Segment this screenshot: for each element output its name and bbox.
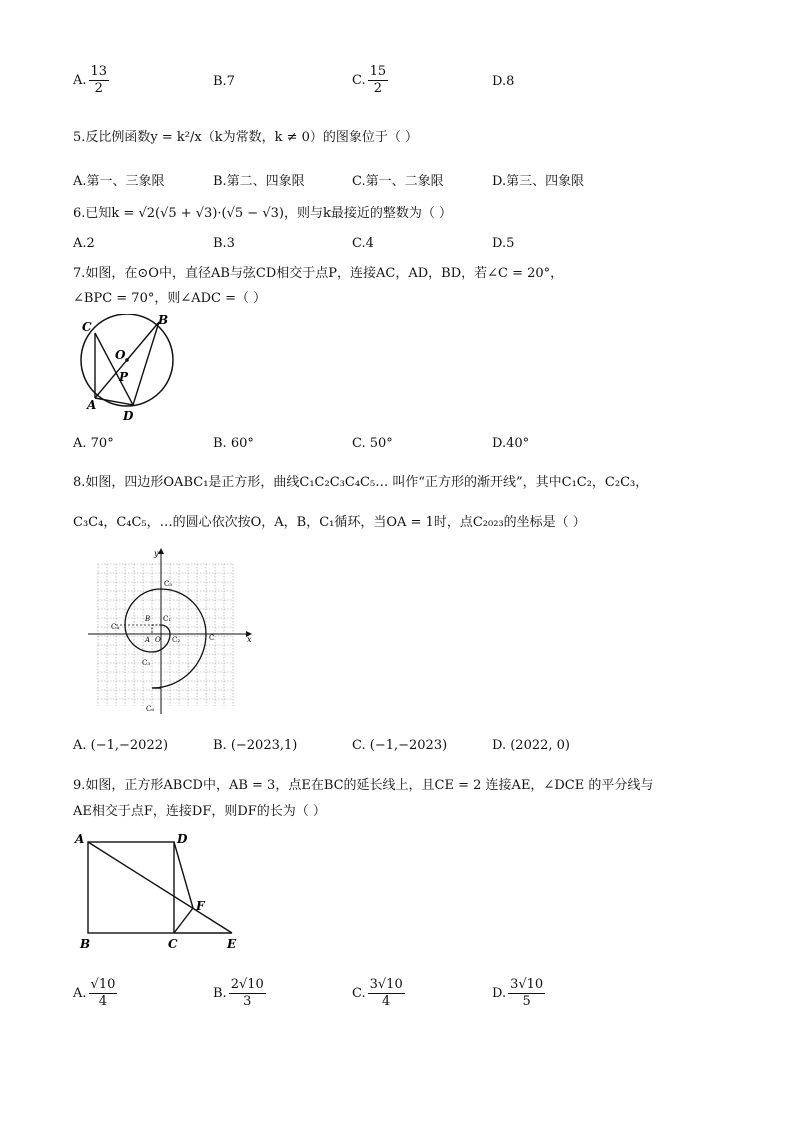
q7-segment-bd xyxy=(133,322,159,405)
q8-label-c3: C₃ xyxy=(142,659,151,667)
q8-label-c6: C₆ xyxy=(146,705,155,713)
q9-option-c-denominator: 4 xyxy=(382,994,391,1009)
q9-option-b xyxy=(213,977,266,1010)
q5-option-d: D.第三、四象限 xyxy=(492,174,585,189)
q7-label-o: O xyxy=(115,348,126,362)
q6-option-b: B.3 xyxy=(213,236,235,251)
q8-label-c2: C₂ xyxy=(172,636,181,644)
q5-option-a: A.第一、三象限 xyxy=(73,174,165,189)
q9-option-b-label: B. xyxy=(213,986,227,1001)
q4-option-c-label: C. xyxy=(352,73,366,88)
q7-option-a: A. 70° xyxy=(73,436,114,451)
q9-option-a-label: A. xyxy=(73,986,87,1001)
q8-label-b: B xyxy=(145,615,151,623)
q6-option-c: C.4 xyxy=(352,236,374,251)
q9-option-d-denominator: 5 xyxy=(522,994,531,1009)
q4-option-a-numerator: 13 xyxy=(90,64,108,79)
q4-option-a-denominator: 2 xyxy=(94,81,103,96)
q7-center-dot xyxy=(125,358,129,362)
q9-option-c-numerator: 3√10 xyxy=(369,977,403,992)
q9-option-d-numerator: 3√10 xyxy=(510,977,544,992)
q7-circle-figure xyxy=(76,314,186,424)
q9-label-a: A xyxy=(75,832,85,846)
q9-option-d-fraction xyxy=(508,977,545,1010)
q9-option-c-fraction xyxy=(368,977,405,1010)
q8-stem-line1: 8.如图，四边形OABC₁是正方形，曲线C₁C₂C₃C₄C₅… 叫作“正方形的渐开线”，其中C₁C₂，C₂C₃， xyxy=(73,475,649,490)
q8-involute-figure xyxy=(84,546,264,718)
q4-option-a-fraction xyxy=(89,64,110,97)
q9-option-a-fraction xyxy=(89,977,118,1010)
q4-option-a-label: A. xyxy=(73,73,87,88)
q9-label-d: D xyxy=(177,832,188,846)
q8-label-c6-right: C xyxy=(209,634,215,642)
q9-label-e: E xyxy=(227,937,237,951)
q7-label-p: P xyxy=(119,370,129,384)
q4-option-a xyxy=(73,64,109,97)
q4-option-c-fraction xyxy=(368,64,389,97)
q4-option-d: D.8 xyxy=(492,74,515,89)
q8-y-arrow xyxy=(158,548,164,554)
q8-label-c5: C₅ xyxy=(164,580,173,588)
q5-option-c: C.第一、二象限 xyxy=(352,174,444,189)
q8-option-d: D. (2022, 0) xyxy=(492,738,570,753)
q9-option-b-fraction xyxy=(229,977,266,1010)
q8-option-b: B. (−2023,1) xyxy=(213,738,298,753)
q5-option-b: B.第二、四象限 xyxy=(213,174,305,189)
q9-option-a-numerator: √10 xyxy=(90,977,116,992)
q8-square xyxy=(152,625,161,634)
q7-stem-line2: ∠BPC = 70°，则∠ADC =（ ） xyxy=(73,291,267,306)
q9-stem-line1: 9.如图，正方形ABCD中，AB = 3，点E在BC的延长线上，且CE = 2 连接AE，∠DCE 的平分线与 xyxy=(73,778,654,793)
q9-square-figure xyxy=(72,828,252,956)
q9-option-c xyxy=(352,977,405,1010)
q7-chord-cd xyxy=(95,333,133,405)
q8-option-c: C. (−1,−2023) xyxy=(352,738,448,753)
q8-label-a: A xyxy=(145,636,151,644)
q7-label-a: A xyxy=(87,398,97,412)
q8-involute-curve xyxy=(125,589,206,688)
q4-option-c-numerator: 15 xyxy=(369,64,387,79)
q5-stem: 5.反比例函数y = k²/x（k为常数，k ≠ 0）的图象位于（ ） xyxy=(73,130,419,145)
q9-bisector-cf xyxy=(174,908,193,933)
q9-label-b: B xyxy=(80,937,91,951)
q9-segment-ae xyxy=(88,842,232,933)
q7-label-d: D xyxy=(123,409,134,423)
q9-option-b-numerator: 2√10 xyxy=(230,977,264,992)
q6-option-a: A.2 xyxy=(73,236,95,251)
q8-label-x: x xyxy=(247,635,252,644)
q8-label-c4: C₄ xyxy=(111,623,120,631)
q7-option-d: D.40° xyxy=(492,436,530,451)
q9-label-c: C xyxy=(168,937,178,951)
q8-stem-line2: C₃C₄，C₄C₅，…的圆心依次按O，A，B，C₁循环，当OA = 1时，点C₂₀₂₃的坐标是（ ） xyxy=(73,515,586,530)
q8-label-y: y xyxy=(154,549,159,558)
q7-option-b: B. 60° xyxy=(213,436,254,451)
q6-option-d: D.5 xyxy=(492,236,515,251)
q7-stem-line1: 7.如图，在⊙O中，直径AB与弦CD相交于点P，连接AC，AD，BD，若∠C = 20°， xyxy=(73,266,564,281)
q9-option-d-label: D. xyxy=(492,986,507,1001)
q4-option-c xyxy=(352,64,388,97)
q8-option-a: A. (−1,−2022) xyxy=(73,738,169,753)
q6-stem: 6.已知k = √2(√5 + √3)·(√5 − √3)，则与k最接近的整数为（ ） xyxy=(73,206,452,221)
q9-stem-line2: AE相交于点F，连接DF，则DF的长为（ ） xyxy=(73,804,326,819)
q9-option-c-label: C. xyxy=(352,986,366,1001)
q8-label-c1: C₁ xyxy=(163,615,172,623)
q9-option-b-denominator: 3 xyxy=(243,994,252,1009)
q9-option-a xyxy=(73,977,117,1010)
q9-option-d xyxy=(492,977,545,1010)
q4-option-b: B.7 xyxy=(213,74,235,89)
q7-label-c: C xyxy=(82,320,92,334)
q7-label-b: B xyxy=(158,314,169,327)
q9-option-a-denominator: 4 xyxy=(98,994,108,1009)
q4-option-c-denominator: 2 xyxy=(373,81,383,96)
q9-label-f: F xyxy=(196,899,205,913)
q7-option-c: C. 50° xyxy=(352,436,393,451)
q8-label-o: O xyxy=(155,636,161,644)
